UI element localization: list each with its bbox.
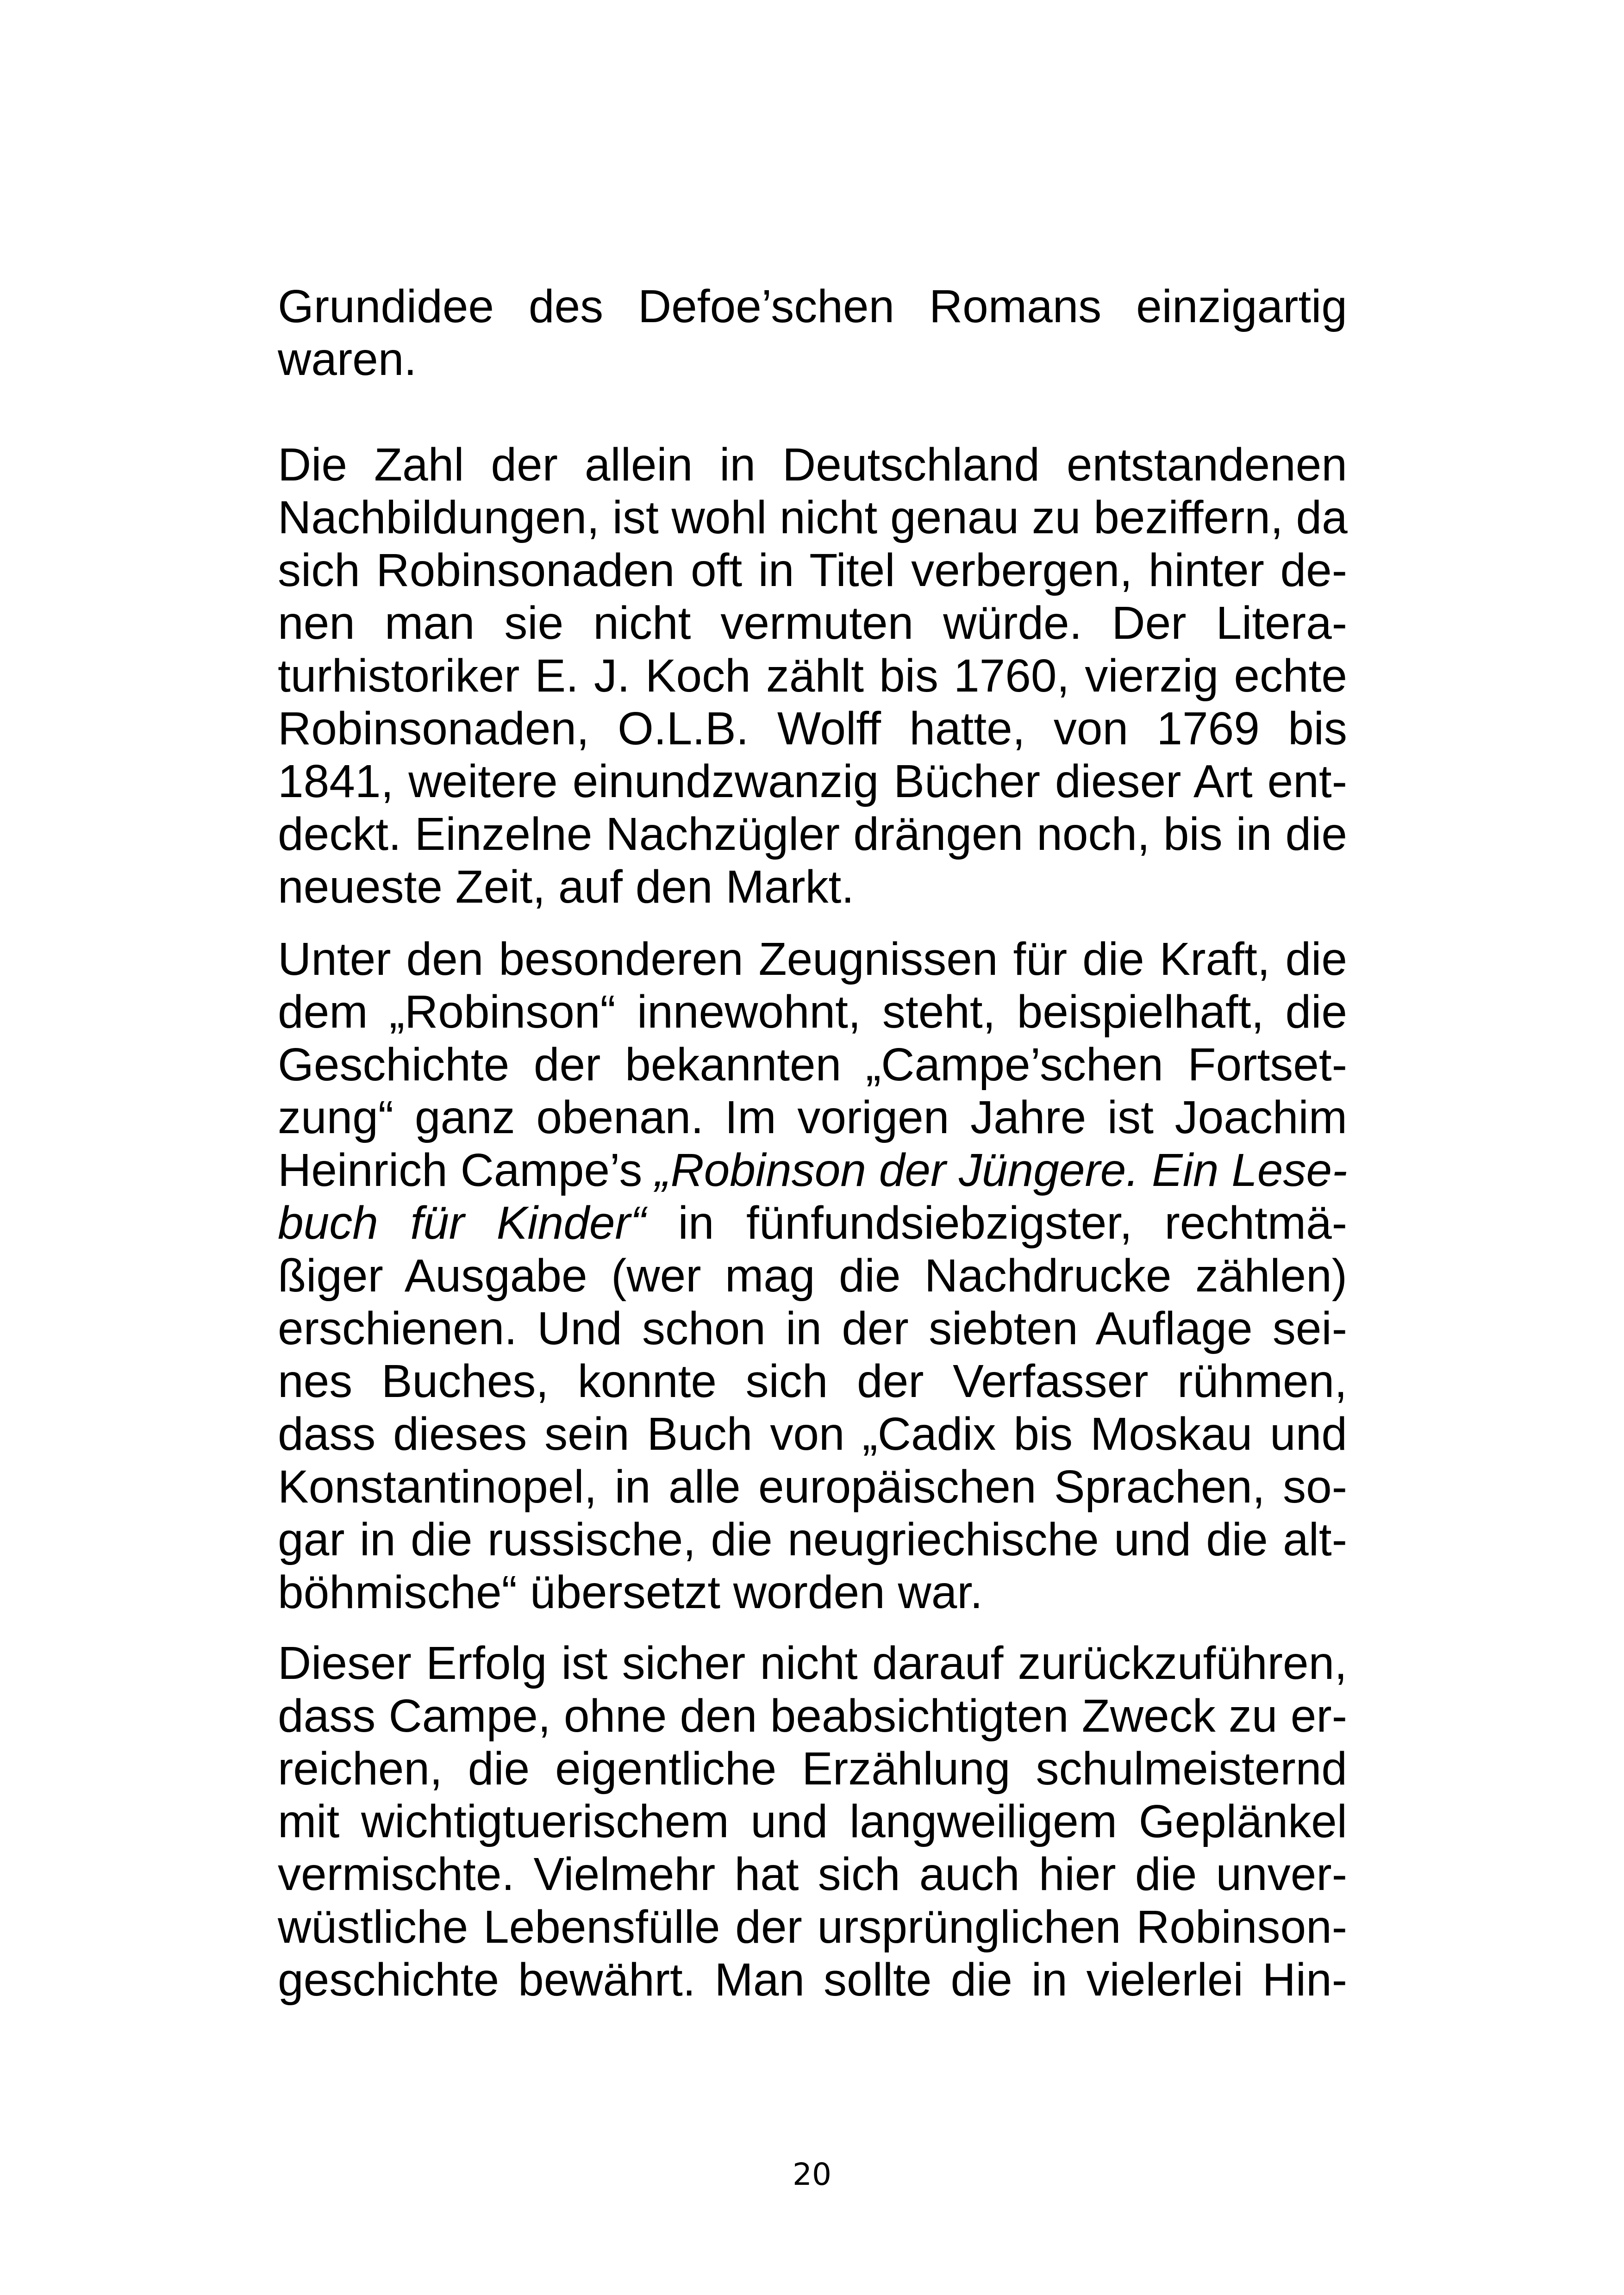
text-line: [278, 1953, 1347, 2006]
text-line: [278, 933, 1347, 985]
text-line: [278, 1637, 1347, 1690]
text-line: [278, 1742, 1347, 1795]
text-segment: zung“ ganz obenan. Im vorigen Jahre ist Joachim: [278, 1091, 1347, 1143]
text-segment: in fünfundsiebzigster, rechtmä-: [646, 1197, 1347, 1249]
text-line: [278, 1091, 1347, 1144]
text-line: [278, 808, 1347, 861]
text-line: [278, 1408, 1347, 1460]
text-segment: Nachbildungen, ist wohl nicht genau zu beziffern, da: [278, 492, 1348, 543]
text-segment: Die Zahl der allein in Deutschland entstandenen: [278, 439, 1347, 491]
text-segment: turhistoriker E. J. Koch zählt bis 1760, vierzig echte: [278, 650, 1347, 702]
text-line: [278, 1795, 1347, 1848]
text-segment: 1841, weitere einundzwanzig Bücher dieser Art ent-: [278, 755, 1347, 807]
text-line: [278, 1690, 1347, 1742]
text-segment: gar in die russische, die neugriechische und die alt-: [278, 1514, 1347, 1565]
text-line: [278, 491, 1347, 544]
paragraph-3: [278, 933, 1347, 1619]
text-line: [278, 1460, 1347, 1513]
paragraph-2: [278, 438, 1347, 913]
text-segment: dass Campe, ohne den beabsichtigten Zweck zu er-: [278, 1690, 1347, 1742]
text-segment: Konstantinopel, in alle europäischen Sprachen, so-: [278, 1461, 1347, 1513]
text-segment: deckt. Einzelne Nachzügler drängen noch, bis in die: [278, 808, 1347, 860]
text-line: [278, 1302, 1347, 1355]
text-segment: sich Robinsonaden oft in Titel verbergen, hinter de-: [278, 544, 1347, 596]
text-line: [278, 1901, 1347, 1953]
text-segment: vermischte. Vielmehr hat sich auch hier die unver-: [278, 1848, 1347, 1900]
text-segment: Robinsonaden, O.L.B. Wolff hatte, von 1769 bis: [278, 703, 1347, 755]
text-segment: dem „Robinson“ innewohnt, steht, beispielhaft, die: [278, 986, 1347, 1038]
text-line: [278, 649, 1347, 702]
text-segment: böhmische“ übersetzt worden war.: [278, 1566, 983, 1618]
text-segment: erschienen. Und schon in der siebten Auflage sei-: [278, 1303, 1347, 1354]
page-number: 20: [793, 2157, 831, 2192]
text-line: [278, 333, 1347, 386]
text-line: [278, 1197, 1347, 1249]
text-line: [278, 280, 1347, 333]
text-line: [278, 1513, 1347, 1566]
text-line: [278, 1566, 1347, 1619]
book-title-italic: buch für Kinder“: [278, 1197, 646, 1249]
text-segment: reichen, die eigentliche Erzählung schulmeisternd: [278, 1743, 1347, 1795]
text-segment: Geschichte der bekannten „Campe’schen Fortset-: [278, 1039, 1347, 1091]
book-title-italic: „Robinson der Jüngere. Ein Lese-: [655, 1144, 1348, 1196]
text-segment: Heinrich Campe’s: [278, 1144, 656, 1196]
text-line: [278, 1038, 1347, 1091]
text-segment: wüstliche Lebensfülle der ursprünglichen Robinson-: [278, 1901, 1347, 1953]
text-line: [278, 597, 1347, 649]
text-segment: nen man sie nicht vermuten würde. Der Litera-: [278, 597, 1347, 649]
text-segment: waren.: [278, 333, 417, 385]
text-segment: geschichte bewährt. Man sollte die in vielerlei Hin-: [278, 1954, 1347, 2006]
paragraph-4: [278, 1637, 1347, 2006]
text-segment: nes Buches, konnte sich der Verfasser rühmen,: [278, 1355, 1347, 1407]
text-segment: Dieser Erfolg ist sicher nicht darauf zurückzuführen,: [278, 1637, 1347, 1689]
text-segment: Grundidee des Defoe’schen Romans einzigartig: [278, 281, 1347, 332]
text-line: [278, 985, 1347, 1038]
text-segment: ßiger Ausgabe (wer mag die Nachdrucke zählen): [278, 1250, 1347, 1302]
text-line: [278, 438, 1347, 491]
text-segment: neueste Zeit, auf den Markt.: [278, 861, 855, 913]
text-line: [278, 1355, 1347, 1408]
text-line: [278, 1848, 1347, 1901]
text-segment: mit wichtigtuerischem und langweiligem Geplänkel: [278, 1796, 1347, 1847]
text-line: [278, 861, 1347, 913]
text-line: [278, 702, 1347, 755]
text-line: [278, 1144, 1347, 1197]
text-segment: Unter den besonderen Zeugnissen für die Kraft, die: [278, 933, 1347, 985]
text-line: [278, 544, 1347, 597]
text-line: [278, 755, 1347, 808]
paragraph-1: [278, 280, 1347, 386]
text-line: [278, 1249, 1347, 1302]
text-segment: dass dieses sein Buch von „Cadix bis Moskau und: [278, 1408, 1347, 1460]
